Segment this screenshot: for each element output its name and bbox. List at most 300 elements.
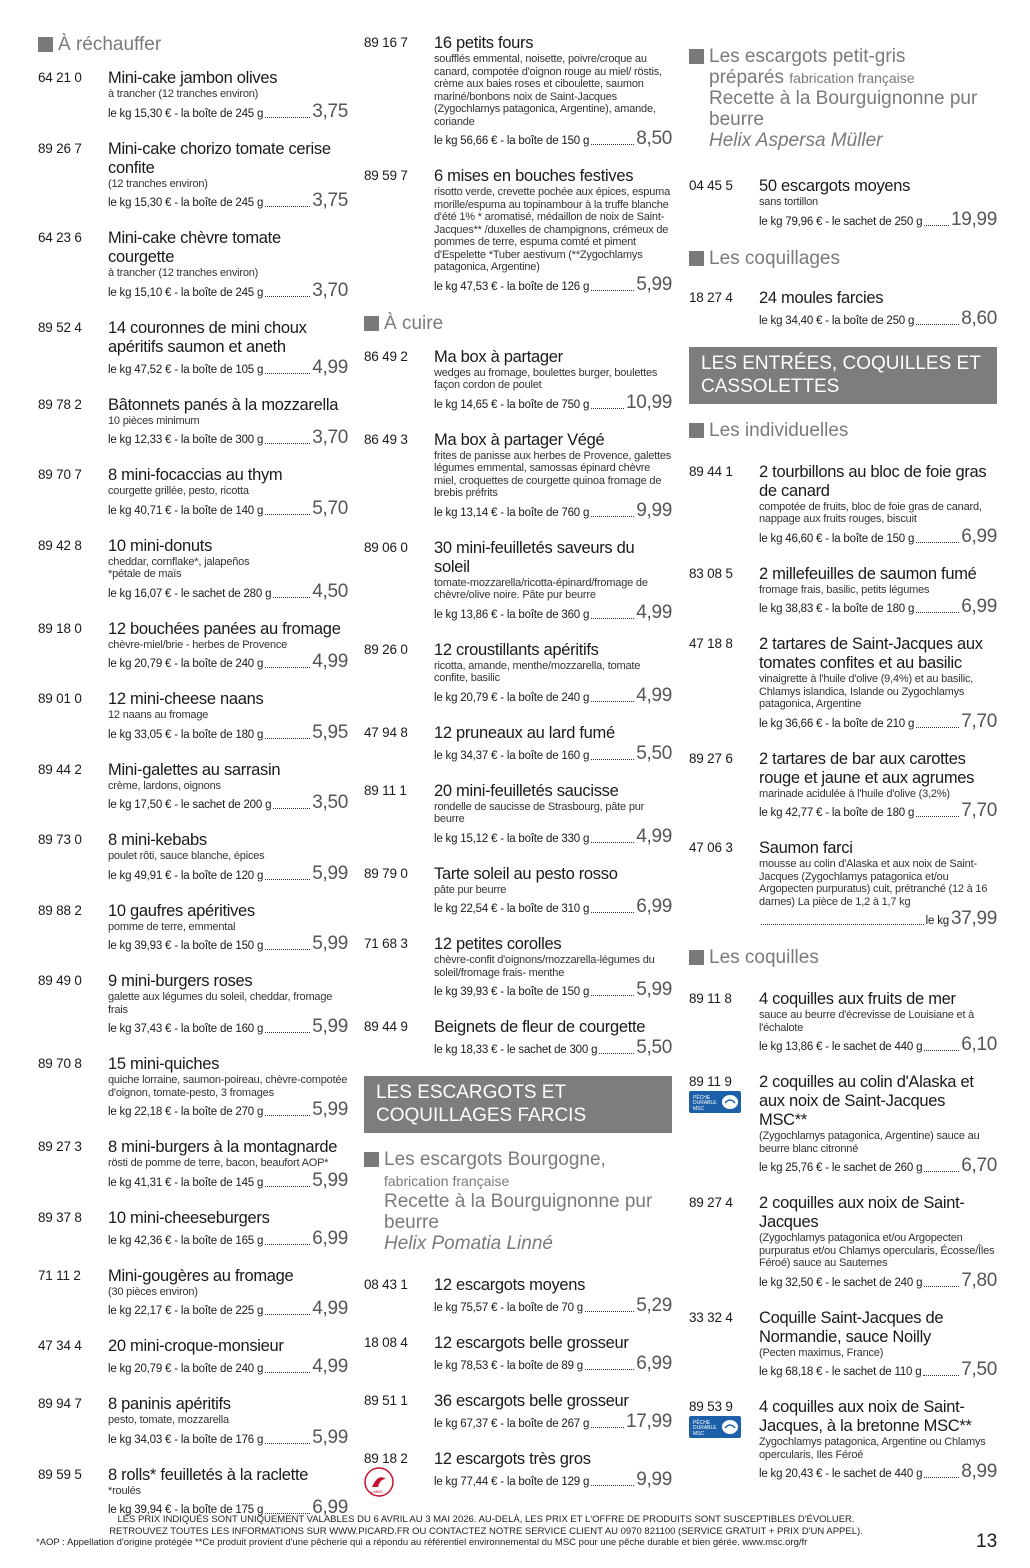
product-description: 10 pièces minimum — [108, 414, 200, 427]
product-item — [364, 641, 672, 705]
price-row — [108, 1100, 348, 1119]
dot-leader — [923, 1375, 959, 1376]
product-price: 5,99 — [312, 1426, 348, 1448]
product-name: 2 tourbillons au bloc de foie gras de canard — [759, 462, 987, 500]
product-name: 2 millefeuilles de saumon fumé — [759, 564, 977, 583]
svg-text:PÊCHE: PÊCHE — [693, 1095, 711, 1101]
product-description: 12 naans au fromage — [108, 709, 209, 721]
page-number: 13 — [976, 1531, 998, 1552]
section-heading-coquilles: Les coquilles — [689, 947, 997, 968]
banner-escargots: LES ESCARGOTS ET COQUILLAGES FARCIS — [364, 1076, 672, 1133]
product-description: chèvre-confit d'oignons/mozzarella-légumes du soleil/fromage frais- menthe — [434, 954, 655, 979]
product-code: 71 68 3 — [364, 936, 408, 951]
product-item — [38, 1267, 348, 1319]
price-per-kg: le kg 68,18 € - le sachet de 110 g — [759, 1366, 922, 1378]
price-per-kg: le kg 15,30 € - la boîte de 245 g — [108, 107, 264, 120]
product-code: 89 78 2 — [38, 396, 82, 412]
product-price: 6,99 — [636, 1353, 672, 1374]
product-item — [38, 902, 348, 954]
dot-leader — [924, 1171, 959, 1172]
product-code: 89 42 8 — [38, 537, 82, 553]
price-per-kg: le kg 15,30 € - la boîte de 245 g — [108, 197, 264, 209]
product-code: 89 70 7 — [38, 467, 82, 482]
product-item — [364, 1334, 672, 1373]
product-name: 6 mises en bouches festives — [434, 167, 634, 185]
product-item — [689, 177, 997, 229]
product-description: à trancher (12 tranches environ) — [108, 267, 259, 279]
product-price: 5,29 — [636, 1295, 672, 1316]
product-name: 10 mini-cheeseburgers — [108, 1208, 270, 1227]
product-code: 64 23 6 — [38, 230, 82, 245]
price-per-kg: le kg 16,07 € - le sachet de 280 g — [108, 587, 272, 600]
product-price: 5,99 — [312, 862, 348, 884]
price-per-kg: le kg 75,57 € - la boîte de 70 g — [434, 1302, 583, 1314]
product-list-coquillages — [689, 289, 997, 328]
product-name: 12 croustillants apéritifs — [434, 640, 599, 659]
product-code: 47 18 8 — [689, 636, 733, 651]
dot-leader — [265, 1186, 310, 1187]
product-price: 6,99 — [636, 896, 672, 917]
product-name: 15 mini-quiches — [108, 1055, 220, 1073]
price-row — [434, 129, 672, 148]
product-price: 6,99 — [961, 525, 997, 547]
price-row — [108, 1229, 348, 1248]
msc-logo-icon — [689, 1416, 741, 1443]
product-description: ricotta, amande, menthe/mozzarella, tomate confite, basilic — [434, 659, 641, 684]
product-description: rösti de pomme de terre, bacon, beaufort AOP* — [108, 1157, 329, 1169]
product-code: 18 08 4 — [364, 1335, 408, 1350]
product-description: sauce au beurre d'écrevisse de Louisiane et à l'échalote — [759, 1009, 975, 1034]
product-price: 7,70 — [961, 710, 997, 732]
product-price: 6,10 — [961, 1034, 997, 1055]
price-row — [434, 980, 672, 999]
dot-leader — [265, 949, 310, 950]
dot-leader — [585, 1311, 634, 1312]
product-list-individuelles — [689, 463, 997, 929]
section-heading-coquillages: Les coquillages — [689, 248, 997, 269]
product-price: 4,50 — [312, 580, 348, 602]
product-list-top — [364, 34, 672, 294]
product-name: 2 coquilles aux noix de Saint-Jacques — [759, 1194, 965, 1231]
product-item — [689, 990, 997, 1054]
footer-legal — [36, 1514, 936, 1549]
product-name: Ma box à partager Végé — [434, 430, 605, 449]
product-description: pesto, tomate, mozzarella — [108, 1414, 229, 1426]
product-item — [364, 348, 672, 412]
dot-leader — [591, 995, 634, 996]
price-row — [434, 686, 672, 705]
dot-leader — [265, 667, 310, 668]
product-description: crème, lardons, oignons — [108, 779, 221, 792]
product-description: wedges au fromage, boulettes burger, boulettes façon cordon de poulet — [434, 366, 658, 391]
product-name: Mini-gougères au fromage — [108, 1266, 294, 1285]
price-per-kg: le kg 13,14 € - la boîte de 760 g — [434, 506, 590, 519]
dot-leader — [591, 842, 634, 843]
dot-leader — [265, 296, 310, 297]
price-per-kg: le kg 15,12 € - la boîte de 330 g — [434, 832, 590, 845]
price-row — [434, 603, 672, 622]
price-per-kg: le kg 39,93 € - la boîte de 150 g — [108, 940, 264, 952]
price-per-kg: le kg 15,10 € - la boîte de 245 g — [108, 286, 264, 299]
product-list-rechauffer — [38, 69, 348, 1517]
product-description: chèvre-miel/brie - herbes de Provence — [108, 638, 288, 651]
dot-leader — [265, 373, 310, 374]
product-name: Ma box à partager — [434, 347, 563, 366]
price-per-kg: le kg 78,53 € - la boîte de 89 g — [434, 1360, 583, 1372]
product-item — [38, 140, 348, 211]
product-list-petitgris — [689, 177, 997, 229]
product-description: marinade acidulée à l'huile d'olive (3,2%) — [759, 787, 950, 800]
product-name: 2 tartares de bar aux carottes rouge et jaune et aux agrumes — [759, 749, 975, 787]
svg-text:PÊCHE: PÊCHE — [693, 1420, 711, 1426]
product-name: 8 rolls* feuilletés à la raclette — [108, 1465, 309, 1484]
dot-leader — [265, 1244, 310, 1245]
product-code: 89 11 1 — [364, 782, 407, 798]
price-row — [434, 393, 672, 412]
product-code: 89 37 8 — [38, 1209, 82, 1225]
product-code: 89 27 6 — [689, 750, 733, 766]
dot-leader — [916, 727, 959, 728]
column-left — [38, 34, 348, 1536]
price-per-kg: le kg 32,50 € - le sachet de 240 g — [759, 1276, 923, 1289]
product-price: 5,50 — [636, 742, 672, 764]
product-name: 8 paninis apéritifs — [108, 1395, 231, 1413]
product-price: 5,99 — [312, 1099, 348, 1120]
price-per-kg: le kg 67,37 € - la boîte de 267 g — [434, 1418, 590, 1430]
price-row — [434, 744, 672, 763]
product-code: 86 49 3 — [364, 431, 408, 447]
product-price: 37,99 — [950, 908, 997, 929]
product-item — [38, 1138, 348, 1190]
square-bullet-icon — [38, 37, 53, 52]
product-name: 12 petites corolles — [434, 935, 562, 953]
price-row — [108, 652, 348, 671]
product-price: 6,99 — [961, 596, 997, 617]
price-per-kg: le kg 79,96 € - le sachet de 250 g — [759, 215, 923, 228]
price-row — [108, 1357, 348, 1376]
product-price: 4,99 — [312, 356, 348, 378]
product-item — [38, 1337, 348, 1376]
dot-leader — [265, 443, 310, 444]
section-heading-petitgris — [689, 46, 997, 151]
dot-leader — [591, 144, 634, 145]
product-price: 6,70 — [961, 1155, 997, 1176]
svg-text:MSC: MSC — [693, 1106, 705, 1112]
product-code: 71 11 2 — [38, 1267, 81, 1283]
product-price: 9,99 — [636, 1469, 672, 1490]
product-price: 3,70 — [312, 427, 348, 448]
square-bullet-icon — [364, 1152, 379, 1167]
dot-leader — [591, 1427, 624, 1428]
price-row — [759, 909, 997, 928]
price-row — [108, 1428, 348, 1447]
product-price: 4,99 — [636, 684, 672, 706]
price-per-kg: le kg 47,52 € - la boîte de 105 g — [108, 363, 264, 376]
product-item — [38, 1395, 348, 1447]
price-row — [108, 191, 348, 210]
product-description: compotée de fruits, bloc de foie gras de canard, nappage aux fruits rouges, biscuit — [759, 500, 982, 525]
product-item — [689, 1073, 997, 1175]
product-item — [364, 539, 672, 622]
product-name: Saumon farci — [759, 839, 853, 857]
price-row — [108, 582, 348, 601]
dot-leader — [591, 516, 634, 517]
product-name: Mini-cake chèvre tomate courgette — [108, 229, 281, 266]
product-code: 89 01 0 — [38, 691, 82, 706]
product-price: 4,99 — [636, 601, 672, 623]
price-row — [759, 1271, 997, 1290]
product-code: 47 34 4 — [38, 1338, 82, 1353]
product-item — [38, 1466, 348, 1518]
price-row — [759, 712, 997, 731]
square-bullet-icon — [689, 251, 704, 266]
product-price: 5,70 — [312, 497, 348, 519]
price-per-kg: le kg 34,37 € - la boîte de 160 g — [434, 749, 590, 762]
product-item — [689, 839, 997, 928]
product-price: 3,75 — [312, 190, 348, 211]
product-name: Bâtonnets panés à la mozzarella — [108, 395, 339, 414]
price-per-kg: le kg 17,50 € - le sachet de 200 g — [108, 799, 272, 811]
price-per-kg: le kg 38,83 € - la boîte de 180 g — [759, 603, 915, 615]
dot-leader — [761, 924, 924, 925]
product-item — [38, 319, 348, 377]
label-rouge-icon — [364, 1467, 394, 1502]
price-row — [108, 1299, 348, 1318]
section-heading-individuelles: Les individuelles — [689, 420, 997, 441]
product-code: 64 21 0 — [38, 70, 82, 85]
product-price: 4,99 — [636, 825, 672, 847]
product-name: 10 mini-donuts — [108, 536, 213, 555]
product-name: 24 moules farcies — [759, 288, 884, 307]
product-code: 47 06 3 — [689, 840, 733, 855]
product-description: à trancher (12 tranches environ) — [108, 88, 259, 100]
price-per-kg: le kg 40,71 € - la boîte de 140 g — [108, 504, 264, 517]
product-price: 5,50 — [636, 1037, 672, 1058]
price-row — [434, 897, 672, 916]
price-per-kg: le kg 41,31 € - la boîte de 145 g — [108, 1176, 264, 1189]
product-item — [38, 396, 348, 448]
product-description: (30 pièces environ) — [108, 1285, 198, 1298]
product-description: (Zygochlamys patagonica et/ou Argopecten purpuratus et/ou Chlamys opercularis, Écosse/Îles Féroé) sauce au Sauternes — [759, 1232, 995, 1269]
product-code: 89 18 0 — [38, 620, 82, 636]
dot-leader — [585, 1369, 634, 1370]
product-price: 8,60 — [961, 307, 997, 329]
product-price: 4,99 — [312, 1298, 348, 1319]
price-row — [434, 1354, 672, 1373]
price-row — [108, 1171, 348, 1190]
product-price: 17,99 — [625, 1411, 672, 1432]
product-code: 89 16 7 — [364, 35, 408, 50]
price-row — [759, 801, 997, 820]
product-price: 6,99 — [312, 1227, 348, 1249]
product-code: 89 51 1 — [364, 1393, 408, 1408]
price-row — [759, 210, 997, 229]
price-row — [759, 1462, 997, 1481]
product-code: 04 45 5 — [689, 178, 733, 193]
product-item — [38, 69, 348, 121]
product-code: 89 52 4 — [38, 319, 82, 335]
price-row — [759, 1156, 997, 1175]
product-name: 12 escargots très gros — [434, 1450, 591, 1468]
product-code: 47 94 8 — [364, 724, 408, 740]
product-item — [364, 782, 672, 846]
product-item — [689, 289, 997, 328]
price-row — [759, 1035, 997, 1054]
product-name: 50 escargots moyens — [759, 177, 911, 195]
product-item — [364, 34, 672, 148]
product-name: 20 mini-croque-monsieur — [108, 1337, 284, 1355]
price-row — [108, 793, 348, 812]
product-code: 89 59 7 — [364, 168, 408, 183]
product-name: Mini-cake chorizo tomate cerise confite — [108, 139, 331, 177]
product-price: 5,95 — [312, 721, 348, 743]
product-description: *roulés — [108, 1484, 141, 1497]
price-row — [108, 864, 348, 883]
product-code: 89 26 0 — [364, 641, 408, 657]
product-item — [364, 431, 672, 520]
product-code: 89 27 3 — [38, 1139, 82, 1154]
product-description: mousse au colin d'Alaska et aux noix de Saint-Jacques (Zygochlamys patagonica et/ou Argopecten purpuratus) cuit, prétranché (12 à 16 darnes) La pièce de 1,2 à 1,7 kg — [759, 858, 988, 908]
price-per-kg: le kg 22,17 € - la boîte de 225 g — [108, 1305, 264, 1317]
product-code: 89 49 0 — [38, 973, 82, 988]
price-per-kg: le kg 22,54 € - la boîte de 310 g — [434, 903, 590, 915]
price-row — [434, 1470, 672, 1489]
square-bullet-icon — [689, 950, 704, 965]
product-name: 12 bouchées panées au fromage — [108, 619, 341, 638]
product-code: 89 88 2 — [38, 902, 82, 918]
product-price: 5,99 — [636, 273, 672, 295]
dot-leader — [273, 808, 310, 809]
price-row — [434, 275, 672, 294]
square-bullet-icon — [689, 423, 704, 438]
product-code: 89 73 0 — [38, 832, 82, 847]
dot-leader — [591, 408, 624, 409]
product-name: Mini-cake jambon olives — [108, 69, 278, 87]
price-row — [108, 102, 348, 121]
product-name: 10 gaufres apéritives — [108, 901, 255, 920]
product-description: courgette grillée, pesto, ricotta — [108, 485, 249, 497]
product-item — [38, 537, 348, 601]
product-item — [38, 620, 348, 672]
price-per-kg: le kg 77,44 € - la boîte de 129 g — [434, 1476, 590, 1488]
dot-leader — [591, 759, 634, 760]
price-per-kg: le kg 20,79 € - la boîte de 240 g — [108, 658, 264, 670]
price-row — [108, 358, 348, 377]
product-description: frites de panisse aux herbes de Provence, galettes légumes emmental, samossas épinard chèvre miel, croquettes de courgette quinoa fromage de brebis préfrits — [434, 449, 672, 499]
product-description: pomme de terre, emmental — [108, 920, 236, 933]
dot-leader — [924, 1050, 959, 1051]
product-price: 6,99 — [312, 1497, 348, 1518]
product-code: 89 27 4 — [689, 1195, 733, 1210]
price-row — [759, 1360, 997, 1379]
product-item — [38, 466, 348, 518]
product-name: 9 mini-burgers roses — [108, 972, 253, 990]
product-price: 7,70 — [961, 800, 997, 821]
svg-text:MSC: MSC — [693, 1431, 705, 1437]
product-item — [38, 229, 348, 300]
product-description: poulet rôti, sauce blanche, épices — [108, 850, 265, 862]
product-description: rondelle de saucisse de Strasbourg, pâte pur beurre — [434, 800, 645, 825]
price-per-kg: le kg 36,66 € - la boîte de 210 g — [759, 717, 915, 730]
product-description: cheddar, cornflake*, jalapeños *pétale de maïs — [108, 555, 250, 580]
product-description: fromage frais, basilic, petits légumes — [759, 583, 930, 596]
product-item — [689, 750, 997, 821]
product-name: Beignets de fleur de courgette — [434, 1018, 646, 1036]
product-list-cuire — [364, 348, 672, 1058]
price-per-kg: le kg 33,05 € - la boîte de 180 g — [108, 728, 264, 741]
price-per-kg: le kg 47,53 € - la boîte de 126 g — [434, 280, 590, 293]
section-heading-cuire: À cuire — [364, 313, 672, 334]
product-item — [364, 724, 672, 763]
column-right — [689, 46, 997, 1500]
product-code: 89 11 9 — [689, 1074, 732, 1089]
product-description: tomate-mozzarella/ricotta-épinard/fromage de chèvre/olive noire. Pâte pur beurre — [434, 576, 648, 601]
product-item — [364, 1450, 672, 1494]
product-price: 8,99 — [961, 1461, 997, 1482]
price-row — [434, 1038, 672, 1057]
dot-leader — [265, 117, 310, 118]
product-code: 89 18 2 — [364, 1451, 408, 1466]
price-row — [108, 934, 348, 953]
product-name: 12 pruneaux au lard fumé — [434, 723, 615, 742]
product-code: 89 59 5 — [38, 1466, 82, 1482]
product-price: 4,99 — [312, 651, 348, 672]
price-per-kg: le kg 34,03 € - la boîte de 176 g — [108, 1433, 264, 1446]
price-per-kg: le kg 25,76 € - le sachet de 260 g — [759, 1162, 923, 1174]
product-code: 89 79 0 — [364, 865, 408, 881]
price-row — [108, 499, 348, 518]
product-description: (12 tranches environ) — [108, 177, 208, 190]
price-per-kg: le kg 14,65 € - la boîte de 750 g — [434, 398, 590, 411]
product-price: 8,50 — [636, 128, 672, 149]
product-price: 4,99 — [312, 1356, 348, 1377]
dot-leader — [591, 290, 634, 291]
price-row — [759, 309, 997, 328]
product-description: Zygochlamys patagonica, Argentine ou Chlamys opercularis, Iles Féroé — [759, 1436, 986, 1461]
product-item — [364, 167, 672, 294]
product-price: 19,99 — [950, 208, 997, 230]
heading-petitgris: Les escargots petit-gris — [709, 46, 906, 67]
footer-line-2: RETROUVEZ TOUTES LES INFORMATIONS SUR WWW.PICARD.FR OU CONTACTEZ NOTRE SERVICE CLIENT AU 0970 821100 (SERVICE GRATUIT + PRIX D'UN APPEL). — [109, 1525, 863, 1537]
footer-line-1: LES PRIX INDIQUÉS SONT UNIQUEMENT VALABLES DU 6 AVRIL AU 3 MAI 2026. AU-DELÀ, LES PRIX ET L'OFFRE DE PRODUITS SONT SUSCEPTIBLES D'ÉVOLUER. — [117, 1514, 855, 1525]
product-item — [38, 972, 348, 1036]
dot-leader — [273, 597, 310, 598]
product-price: 5,99 — [312, 1169, 348, 1191]
product-price: 10,99 — [625, 391, 672, 413]
price-unit: le kg — [925, 915, 949, 927]
price-row — [759, 597, 997, 616]
price-row — [434, 827, 672, 846]
heading-recipe: Recette à la Bourguignonne pur beurre — [709, 88, 978, 130]
price-row — [108, 428, 348, 447]
product-item — [38, 1209, 348, 1248]
svg-text:DURABLE: DURABLE — [693, 1425, 717, 1431]
dot-leader — [265, 1314, 310, 1315]
price-per-kg: le kg 46,60 € - la boîte de 150 g — [759, 532, 915, 545]
product-price: 3,70 — [312, 279, 348, 301]
dot-leader — [599, 1053, 634, 1054]
dot-leader — [265, 1115, 310, 1116]
product-name: 8 mini-kebabs — [108, 831, 207, 849]
product-item — [689, 565, 997, 617]
product-item — [38, 1055, 348, 1119]
product-item — [38, 831, 348, 883]
product-name: 12 escargots moyens — [434, 1276, 586, 1294]
product-code: 86 49 2 — [364, 348, 408, 364]
product-item — [689, 1194, 997, 1290]
msc-logo-icon — [689, 1091, 741, 1118]
price-row — [434, 501, 672, 520]
